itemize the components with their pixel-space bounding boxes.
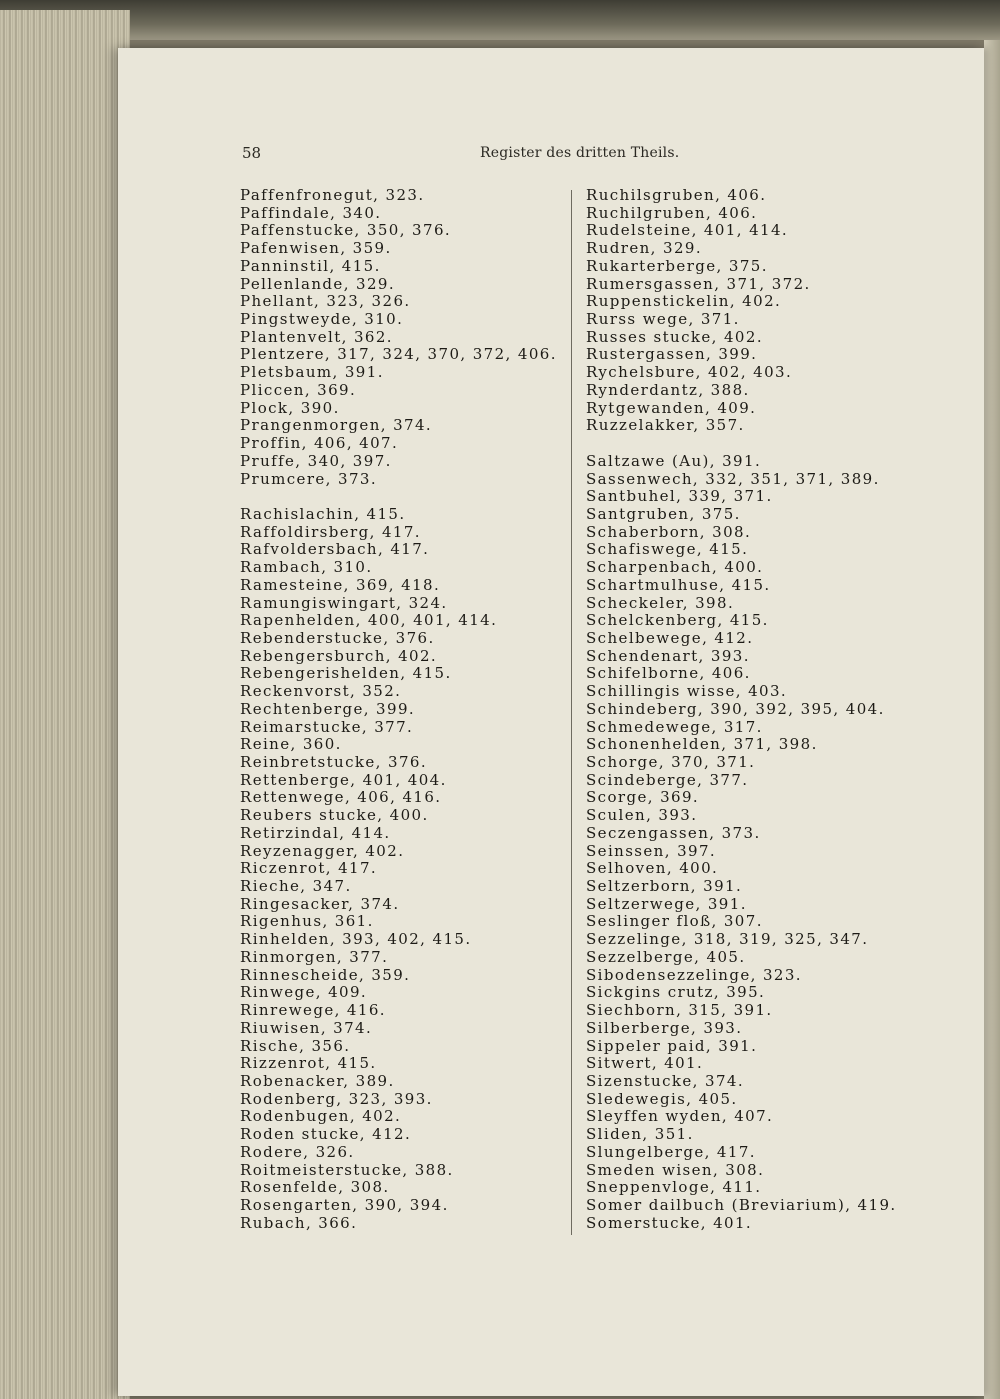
- index-entry: Sickgins crutz, 395.: [586, 983, 766, 1002]
- index-entry: Seltzerborn, 391.: [586, 877, 743, 896]
- index-entry: Rapenhelden, 400, 401, 414.: [240, 611, 498, 630]
- index-entry: Schafiswege, 415.: [586, 540, 749, 559]
- index-entry: Schorge, 370, 371.: [586, 753, 756, 771]
- index-entry: Rechtenberge, 399.: [240, 699, 416, 718]
- index-entry: Rebengerishelden, 415.: [240, 664, 452, 683]
- index-entry: Reckenvorst, 352.: [240, 682, 402, 701]
- index-entry: Ruchilsgruben, 406.: [586, 186, 767, 204]
- index-entry: Sibodensezzelinge, 323.: [586, 965, 802, 984]
- index-column-left: [240, 187, 557, 1232]
- index-entry: Rinrewege, 416.: [240, 1001, 386, 1020]
- index-entry: Pellenlande, 329.: [240, 274, 396, 293]
- index-entry: Russes stucke, 402.: [586, 327, 763, 346]
- index-entry: Rurss wege, 371.: [586, 310, 740, 329]
- index-entry: Rukarterberge, 375.: [586, 256, 768, 275]
- index-entry: Silberberge, 393.: [586, 1018, 743, 1037]
- index-entry: Sezzelberge, 405.: [586, 947, 746, 966]
- index-entry: Seltzerwege, 391.: [586, 894, 747, 913]
- index-entry: Phellant, 323, 326.: [240, 292, 411, 311]
- index-entry: Siechborn, 315, 391.: [586, 1001, 773, 1020]
- index-entry: Pruffe, 340, 397.: [240, 451, 392, 470]
- index-entry: Rubach, 366.: [240, 1213, 358, 1232]
- index-entry: Scheckeler, 398.: [586, 593, 735, 612]
- index-entry: Roden stucke, 412.: [240, 1125, 412, 1144]
- index-entry: Ruppenstickelin, 402.: [586, 292, 782, 311]
- index-entry: Rodenbugen, 402.: [240, 1107, 402, 1126]
- index-entry: Rische, 356.: [240, 1036, 351, 1055]
- index-entry: Schifelborne, 406.: [586, 664, 751, 683]
- index-entry: Rychelsbure, 402, 403.: [586, 363, 793, 382]
- index-entry: Seczengassen, 373.: [586, 823, 761, 842]
- index-entry: Panninstil, 415.: [240, 256, 381, 275]
- index-entry: Pletsbaum, 391.: [240, 363, 384, 382]
- index-entry: Prangenmorgen, 374.: [240, 416, 433, 435]
- index-entry: Rodere, 326.: [240, 1142, 355, 1161]
- index-entry: Smeden wisen, 308.: [586, 1160, 765, 1179]
- index-entry: Ruzzelakker, 357.: [586, 416, 745, 435]
- index-entry: Pliccen, 369.: [240, 380, 357, 399]
- index-entry: Rinmorgen, 377.: [240, 947, 389, 966]
- page-number: 58: [242, 144, 262, 162]
- index-entry: Rinwege, 409.: [240, 983, 368, 1002]
- index-entry: Riczenrot, 417.: [240, 859, 378, 878]
- index-entry: Raffoldirsberg, 417.: [240, 522, 421, 541]
- index-entry: Santbuhel, 339, 371.: [586, 487, 773, 506]
- index-entry: Rettenwege, 406, 416.: [240, 788, 442, 807]
- index-entry: Plentzere, 317, 324, 370, 372, 406.: [240, 345, 557, 364]
- index-entry: Prumcere, 373.: [240, 469, 378, 488]
- index-entry: Rynderdantz, 388.: [586, 380, 750, 399]
- running-header: Register des dritten Theils.: [480, 145, 680, 161]
- index-entry: Rambach, 310.: [240, 558, 373, 577]
- index-entry: Scindeberge, 377.: [586, 770, 749, 789]
- index-entry: Schartmulhuse, 415.: [586, 575, 771, 594]
- index-entry: Riuwisen, 374.: [240, 1018, 373, 1037]
- page-stack-edge: [0, 10, 130, 1399]
- index-entry: Ramesteine, 369, 418.: [240, 575, 441, 594]
- index-entry: Saltzawe (Au), 391.: [586, 451, 762, 470]
- index-entry: Rafvoldersbach, 417.: [240, 540, 430, 559]
- page-right-edge: [984, 40, 1000, 1399]
- index-entry: Rustergassen, 399.: [586, 345, 758, 364]
- index-entry: Paffindale, 340.: [240, 203, 382, 222]
- index-entry: Rachislachin, 415.: [240, 504, 406, 523]
- index-entry: Reyzenagger, 402.: [240, 841, 405, 860]
- index-column-right: [586, 187, 897, 1232]
- index-entry: Rizzenrot, 415.: [240, 1054, 377, 1073]
- section-gap: [240, 488, 557, 506]
- index-entry: Seslinger floß, 307.: [586, 912, 763, 931]
- index-entry: Sezzelinge, 318, 319, 325, 347.: [586, 930, 869, 949]
- index-entry: Schelckenberg, 415.: [586, 611, 769, 630]
- index-entry: Schillingis wisse, 403.: [586, 682, 788, 701]
- index-entry: Schindeberg, 390, 392, 395, 404.: [586, 699, 885, 718]
- column-divider: [571, 190, 572, 1235]
- index-entry: Somerstucke, 401.: [586, 1213, 753, 1232]
- index-entry: Ringesacker, 374.: [240, 894, 400, 913]
- index-entry: Rodenberg, 323, 393.: [240, 1089, 433, 1108]
- index-entry: Pingstweyde, 310.: [240, 310, 404, 329]
- index-entry: Rebengersburch, 402.: [240, 646, 438, 665]
- index-entry: Rytgewanden, 409.: [586, 398, 757, 417]
- index-entry: Rudelsteine, 401, 414.: [586, 221, 789, 240]
- index-entry: Scharpenbach, 400.: [586, 558, 764, 577]
- index-entry: Schonenhelden, 371, 398.: [586, 735, 818, 754]
- index-entry: Reimarstucke, 377.: [240, 717, 414, 736]
- index-entry: Rosengarten, 390, 394.: [240, 1195, 449, 1214]
- index-entry: Plock, 390.: [240, 398, 340, 417]
- index-entry: Slungelberge, 417.: [586, 1142, 756, 1161]
- index-entry: Sledewegis, 405.: [586, 1089, 738, 1108]
- index-entry: Sitwert, 401.: [586, 1054, 704, 1073]
- index-entry: Rieche, 347.: [240, 877, 352, 896]
- index-entry: Rinhelden, 393, 402, 415.: [240, 930, 472, 949]
- index-entry: Schaberborn, 308.: [586, 522, 752, 541]
- index-entry: Sassenwech, 332, 351, 371, 389.: [586, 469, 880, 488]
- index-entry: Rudren, 329.: [586, 239, 702, 258]
- index-entry: Reine, 360.: [240, 735, 342, 754]
- index-entry: Rinnescheide, 359.: [240, 965, 411, 984]
- index-entry: Sneppenvloge, 411.: [586, 1178, 762, 1197]
- index-entry: Reinbretstucke, 376.: [240, 753, 427, 771]
- index-entry: Selhoven, 400.: [586, 859, 719, 878]
- index-entry: Schendenart, 393.: [586, 646, 750, 665]
- index-entry: Sliden, 351.: [586, 1125, 694, 1144]
- index-entry: Santgruben, 375.: [586, 504, 741, 523]
- index-entry: Sculen, 393.: [586, 806, 698, 825]
- index-entry: Sizenstucke, 374.: [586, 1071, 745, 1090]
- index-entry: Schelbewege, 412.: [586, 628, 754, 647]
- index-entry: Paffenfronegut, 323.: [240, 186, 425, 204]
- index-entry: Rumersgassen, 371, 372.: [586, 274, 811, 293]
- index-entry: Rosenfelde, 308.: [240, 1178, 390, 1197]
- index-entry: Roitmeisterstucke, 388.: [240, 1160, 454, 1179]
- index-entry: Sippeler paid, 391.: [586, 1036, 758, 1055]
- index-entry: Proffin, 406, 407.: [240, 434, 399, 453]
- index-entry: Ramungiswingart, 324.: [240, 593, 448, 612]
- section-gap: [586, 435, 897, 453]
- index-entry: Reubers stucke, 400.: [240, 806, 429, 825]
- index-entry: Robenacker, 389.: [240, 1071, 395, 1090]
- index-entry: Rebenderstucke, 376.: [240, 628, 435, 647]
- index-entry: Paffenstucke, 350, 376.: [240, 221, 452, 240]
- book-top-edge: [0, 0, 1000, 40]
- index-entry: Ruchilgruben, 406.: [586, 203, 758, 222]
- index-entry: Seinssen, 397.: [586, 841, 717, 860]
- index-entry: Retirzindal, 414.: [240, 823, 391, 842]
- index-entry: Schmedewege, 317.: [586, 717, 763, 736]
- index-entry: Scorge, 369.: [586, 788, 700, 807]
- index-entry: Plantenvelt, 362.: [240, 327, 393, 346]
- index-entry: Pafenwisen, 359.: [240, 239, 392, 258]
- index-entry: Somer dailbuch (Breviarium), 419.: [586, 1195, 897, 1214]
- index-entry: Sleyffen wyden, 407.: [586, 1107, 774, 1126]
- index-entry: Rettenberge, 401, 404.: [240, 770, 447, 789]
- index-entry: Rigenhus, 361.: [240, 912, 374, 931]
